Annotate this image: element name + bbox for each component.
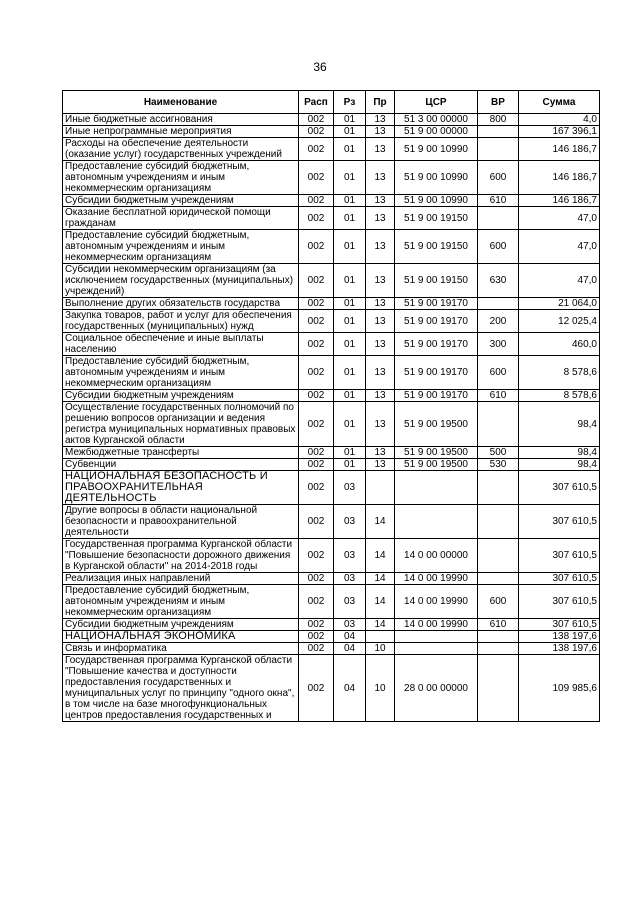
cell-name: НАЦИОНАЛЬНАЯ ЭКОНОМИКА [63,631,299,643]
cell-vr: 600 [478,230,519,264]
cell-vr [478,539,519,573]
cell-rz: 01 [334,447,366,459]
cell-vr: 530 [478,459,519,471]
cell-name: Межбюджетные трансферты [63,447,299,459]
cell-rz: 01 [334,356,366,390]
cell-sum: 47,0 [519,264,600,298]
cell-rz: 04 [334,655,366,722]
table-row [63,655,600,722]
cell-rasp: 002 [299,310,334,333]
header-csr: ЦСР [395,91,478,114]
table-row [63,619,600,631]
table-row [63,471,600,505]
cell-rz: 01 [334,390,366,402]
cell-rz: 01 [334,333,366,356]
cell-pr: 13 [366,230,395,264]
cell-sum: 21 064,0 [519,298,600,310]
table-row [63,390,600,402]
cell-pr: 13 [366,298,395,310]
table-row [63,447,600,459]
cell-vr [478,207,519,230]
table-row [63,195,600,207]
cell-csr: 14 0 00 19990 [395,619,478,631]
cell-vr [478,655,519,722]
cell-rasp: 002 [299,333,334,356]
cell-pr: 13 [366,356,395,390]
cell-rasp: 002 [299,126,334,138]
cell-rasp: 002 [299,114,334,126]
cell-name: Субсидии бюджетным учреждениям [63,195,299,207]
cell-pr: 13 [366,126,395,138]
cell-sum: 307 610,5 [519,505,600,539]
header-rasp: Расп [299,91,334,114]
cell-vr [478,505,519,539]
cell-csr: 51 9 00 19170 [395,390,478,402]
cell-csr: 51 9 00 19150 [395,264,478,298]
cell-sum: 109 985,6 [519,655,600,722]
cell-rasp: 002 [299,447,334,459]
cell-vr: 200 [478,310,519,333]
cell-rasp: 002 [299,619,334,631]
cell-name: Расходы на обеспечение деятельности (оказание услуг) государственных учреждений [63,138,299,161]
cell-pr: 14 [366,539,395,573]
cell-rasp: 002 [299,298,334,310]
cell-csr [395,471,478,505]
cell-pr: 14 [366,585,395,619]
cell-name: Социальное обеспечение и иные выплаты населению [63,333,299,356]
cell-csr: 51 9 00 19170 [395,333,478,356]
header-rz: Рз [334,91,366,114]
cell-vr: 300 [478,333,519,356]
cell-vr [478,471,519,505]
cell-pr: 13 [366,161,395,195]
cell-vr [478,126,519,138]
cell-csr [395,505,478,539]
table-row [63,161,600,195]
cell-pr: 14 [366,619,395,631]
cell-rz: 04 [334,631,366,643]
table-row [63,230,600,264]
cell-name: Субсидии бюджетным учреждениям [63,619,299,631]
cell-rasp: 002 [299,230,334,264]
cell-rasp: 002 [299,573,334,585]
header-pr: Пр [366,91,395,114]
cell-csr: 51 9 00 19170 [395,356,478,390]
cell-pr: 13 [366,207,395,230]
cell-name: Реализация иных направлений [63,573,299,585]
cell-pr: 13 [366,390,395,402]
cell-vr: 610 [478,619,519,631]
cell-name: Субвенции [63,459,299,471]
cell-vr [478,631,519,643]
cell-vr: 610 [478,390,519,402]
cell-name: Предоставление субсидий бюджетным, автономным учреждениям и иным некоммерческим организациям [63,356,299,390]
cell-name: Государственная программа Курганской области "Повышение безопасности дорожного движения в Курганской области" на 2014-2018 годы [63,539,299,573]
cell-csr: 51 3 00 00000 [395,114,478,126]
page-number: 36 [313,60,327,74]
cell-pr: 13 [366,138,395,161]
cell-sum: 146 186,7 [519,138,600,161]
header-name: Наименование [63,91,299,114]
cell-name: НАЦИОНАЛЬНАЯ БЕЗОПАСНОСТЬ И ПРАВООХРАНИТЕЛЬНАЯ ДЕЯТЕЛЬНОСТЬ [63,471,299,505]
table-row [63,402,600,447]
cell-name: Государственная программа Курганской области "Повышение качества и доступности предоставления государственных и муниципальных услуг по принципу "одного окна", в том числе на базе многофункциональных центров предоставления государственных и [63,655,299,722]
cell-vr [478,138,519,161]
cell-rz: 01 [334,207,366,230]
cell-name: Иные бюджетные ассигнования [63,114,299,126]
cell-csr: 51 9 00 10990 [395,195,478,207]
cell-pr: 13 [366,310,395,333]
cell-sum: 167 396,1 [519,126,600,138]
cell-rz: 01 [334,459,366,471]
cell-pr: 13 [366,195,395,207]
cell-rz: 03 [334,573,366,585]
cell-rasp: 002 [299,402,334,447]
cell-rz: 01 [334,195,366,207]
cell-sum: 4,0 [519,114,600,126]
table-row [63,126,600,138]
cell-csr: 51 9 00 19500 [395,459,478,471]
cell-rz: 01 [334,298,366,310]
cell-rz: 01 [334,161,366,195]
cell-rasp: 002 [299,505,334,539]
header-vr: ВР [478,91,519,114]
cell-csr: 28 0 00 00000 [395,655,478,722]
cell-sum: 146 186,7 [519,195,600,207]
cell-rz: 01 [334,230,366,264]
cell-csr: 14 0 00 19990 [395,573,478,585]
cell-rasp: 002 [299,390,334,402]
table-row [63,631,600,643]
cell-rz: 01 [334,114,366,126]
cell-rz: 03 [334,585,366,619]
cell-csr: 51 9 00 00000 [395,126,478,138]
cell-vr [478,298,519,310]
cell-rz: 01 [334,402,366,447]
cell-name: Оказание бесплатной юридической помощи гражданам [63,207,299,230]
cell-vr: 600 [478,356,519,390]
cell-rz: 01 [334,126,366,138]
cell-name: Предоставление субсидий бюджетным, автономным учреждениям и иным некоммерческим организациям [63,230,299,264]
cell-csr: 51 9 00 19170 [395,298,478,310]
cell-sum: 47,0 [519,230,600,264]
cell-sum: 307 610,5 [519,585,600,619]
header-sum: Сумма [519,91,600,114]
cell-rz: 03 [334,619,366,631]
table-row [63,298,600,310]
cell-name: Другие вопросы в области национальной безопасности и правоохранительной деятельности [63,505,299,539]
cell-vr: 800 [478,114,519,126]
cell-sum: 307 610,5 [519,471,600,505]
cell-sum: 307 610,5 [519,573,600,585]
cell-name: Выполнение других обязательств государства [63,298,299,310]
cell-sum: 138 197,6 [519,643,600,655]
cell-csr: 14 0 00 00000 [395,539,478,573]
cell-rasp: 002 [299,471,334,505]
table-row [63,356,600,390]
table-row [63,207,600,230]
cell-name: Субсидии некоммерческим организациям (за исключением государственных (муниципальных) учреждений) [63,264,299,298]
cell-sum: 307 610,5 [519,619,600,631]
cell-csr: 51 9 00 19150 [395,230,478,264]
table-row [63,114,600,126]
table-row [63,310,600,333]
cell-sum: 98,4 [519,402,600,447]
cell-vr [478,573,519,585]
cell-name: Иные непрограммные мероприятия [63,126,299,138]
cell-rasp: 002 [299,643,334,655]
cell-csr: 14 0 00 19990 [395,585,478,619]
table-row [63,505,600,539]
cell-sum: 307 610,5 [519,539,600,573]
cell-vr: 600 [478,161,519,195]
table-row [63,264,600,298]
cell-rasp: 002 [299,195,334,207]
cell-vr [478,402,519,447]
cell-pr [366,471,395,505]
cell-vr: 500 [478,447,519,459]
cell-sum: 8 578,6 [519,390,600,402]
cell-vr [478,643,519,655]
cell-sum: 98,4 [519,459,600,471]
cell-sum: 12 025,4 [519,310,600,333]
table-row [63,138,600,161]
cell-rasp: 002 [299,356,334,390]
cell-pr: 13 [366,333,395,356]
cell-pr [366,631,395,643]
table-row [63,573,600,585]
cell-sum: 47,0 [519,207,600,230]
cell-csr: 51 9 00 19150 [395,207,478,230]
cell-rz: 03 [334,471,366,505]
cell-rz: 03 [334,505,366,539]
cell-name: Предоставление субсидий бюджетным, автономным учреждениям и иным некоммерческим организациям [63,585,299,619]
cell-name: Субсидии бюджетным учреждениям [63,390,299,402]
cell-rz: 01 [334,138,366,161]
cell-pr: 14 [366,573,395,585]
cell-csr [395,631,478,643]
cell-rz: 04 [334,643,366,655]
cell-vr: 610 [478,195,519,207]
cell-csr: 51 9 00 19500 [395,447,478,459]
table-row [63,585,600,619]
table-row [63,333,600,356]
cell-name: Закупка товаров, работ и услуг для обеспечения государственных (муниципальных) нужд [63,310,299,333]
cell-pr: 10 [366,643,395,655]
cell-name: Предоставление субсидий бюджетным, автономным учреждениям и иным некоммерческим организациям [63,161,299,195]
cell-sum: 146 186,7 [519,161,600,195]
cell-rasp: 002 [299,459,334,471]
cell-vr: 630 [478,264,519,298]
cell-rasp: 002 [299,539,334,573]
cell-pr: 13 [366,114,395,126]
cell-rz: 01 [334,310,366,333]
cell-name: Осуществление государственных полномочий по решению вопросов организации и ведения регистра муниципальных нормативных правовых актов Курганской области [63,402,299,447]
cell-pr: 13 [366,459,395,471]
cell-rasp: 002 [299,138,334,161]
cell-name: Связь и информатика [63,643,299,655]
cell-csr: 51 9 00 10990 [395,138,478,161]
cell-csr: 51 9 00 19170 [395,310,478,333]
cell-sum: 138 197,6 [519,631,600,643]
table-row [63,539,600,573]
cell-rasp: 002 [299,264,334,298]
cell-sum: 98,4 [519,447,600,459]
table-body [63,114,600,722]
cell-sum: 460,0 [519,333,600,356]
table-row [63,643,600,655]
cell-pr: 13 [366,402,395,447]
cell-pr: 10 [366,655,395,722]
cell-rasp: 002 [299,161,334,195]
cell-pr: 14 [366,505,395,539]
budget-table [62,90,600,722]
cell-rasp: 002 [299,655,334,722]
cell-sum: 8 578,6 [519,356,600,390]
table-header-row [63,91,600,114]
cell-pr: 13 [366,447,395,459]
cell-pr: 13 [366,264,395,298]
cell-rasp: 002 [299,631,334,643]
cell-rasp: 002 [299,585,334,619]
cell-rasp: 002 [299,207,334,230]
cell-rz: 01 [334,264,366,298]
cell-vr: 600 [478,585,519,619]
table-row [63,459,600,471]
cell-csr [395,643,478,655]
cell-rz: 03 [334,539,366,573]
cell-csr: 51 9 00 10990 [395,161,478,195]
cell-csr: 51 9 00 19500 [395,402,478,447]
